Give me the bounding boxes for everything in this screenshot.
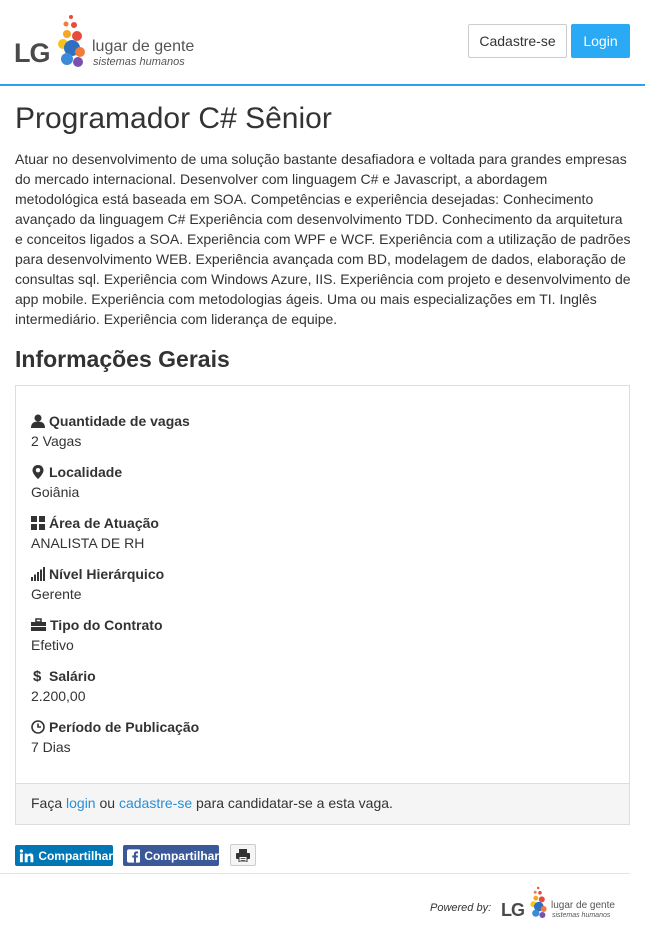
map-marker-icon <box>31 465 45 479</box>
footer-logo-bubbles-icon <box>528 886 552 920</box>
print-icon <box>236 849 250 862</box>
clock-icon <box>31 720 45 734</box>
apply-prefix: Faça <box>31 795 63 811</box>
info-label: Nível Hierárquico <box>49 566 165 582</box>
footer-logo-tagline: lugar de gente <box>551 900 615 911</box>
logo-subtagline: sistemas humanos <box>93 56 185 68</box>
linkedin-icon <box>19 849 34 863</box>
svg-text:$: $ <box>33 668 42 684</box>
info-label: Período de Publicação <box>49 719 200 735</box>
info-item-salario <box>31 666 96 706</box>
info-label: Quantidade de vagas <box>49 413 190 429</box>
info-value: ANALISTA DE RH <box>31 535 145 551</box>
grid-icon <box>31 516 45 530</box>
section-title-info: Informações Gerais <box>15 346 230 372</box>
facebook-share-button[interactable] <box>123 845 219 866</box>
briefcase-icon <box>31 618 46 632</box>
info-panel-body <box>16 386 629 783</box>
info-item-nivel <box>31 564 164 604</box>
login-button[interactable]: Login <box>571 24 630 58</box>
info-value: Efetivo <box>31 637 74 653</box>
print-button[interactable] <box>230 844 256 866</box>
job-title: Programador C# Sênior <box>15 102 332 135</box>
dollar-icon <box>31 668 45 684</box>
facebook-share-label: Compartilhar <box>144 848 219 863</box>
info-label: Área de Atuação <box>49 515 159 531</box>
info-item-vagas <box>31 411 190 451</box>
logo-bubbles-icon <box>54 14 94 70</box>
logo-lg-text: LG <box>14 38 50 68</box>
info-panel-footer <box>16 783 629 824</box>
linkedin-share-button[interactable] <box>15 845 113 866</box>
info-value: Gerente <box>31 586 82 602</box>
info-item-contrato <box>31 615 163 655</box>
signal-icon <box>31 567 45 581</box>
apply-suffix: para candidatar-se a esta vaga. <box>196 795 393 811</box>
footer-logo-subtagline: sistemas humanos <box>552 912 611 919</box>
apply-middle: ou <box>99 795 116 811</box>
facebook-icon <box>127 849 140 863</box>
cadastre-se-button[interactable]: Cadastre-se <box>468 24 567 58</box>
info-value: 2 Vagas <box>31 433 82 449</box>
info-label: Localidade <box>49 464 123 480</box>
footer-divider <box>0 873 630 874</box>
job-description: Atuar no desenvolvimento de uma solução bastante desafiadora e voltada para grandes empresas do mercado internacional. Desenvolver com linguagem C# e Javascript, a abordagem metodológica está baseada em SOA. Competências e experiência desejadas: Conhecimento avançado da linguagem C# Experiência com desenvolvimento TDD. Conhecimento da arquitetura e conceitos ligados a SOA. Experiência com WPF e WCF. Experiência com a utilização de padrões para desenvolvimento WEB. Experiência avançada com BD, modelagem de dados, elaboração de consultas sql. Experiência com Windows Azure, IIS. Experiência com projeto e desenvolvimento de app mobile. Experiência com metodologias ágeis. Uma ou mais especializações em TI. Inglês intermediário. Experiência com liderança de equipe. <box>15 151 631 327</box>
info-value: Goiânia <box>31 484 80 500</box>
lg-logo[interactable] <box>14 14 204 70</box>
info-item-periodo <box>31 717 199 757</box>
footer-logo-lg-text: LG <box>501 900 524 920</box>
info-panel <box>15 385 630 825</box>
info-label: Tipo do Contrato <box>50 617 163 633</box>
site-header <box>0 0 645 86</box>
info-item-area <box>31 513 159 553</box>
footer-lg-logo[interactable] <box>501 886 621 922</box>
powered-by-label: Powered by: <box>430 902 492 914</box>
info-item-localidade <box>31 462 122 502</box>
logo-tagline: lugar de gente <box>92 38 195 55</box>
apply-cadastre-link[interactable]: cadastre-se <box>118 795 193 811</box>
info-value: 7 Dias <box>31 739 71 755</box>
user-icon <box>31 414 45 428</box>
apply-login-link[interactable]: login <box>66 795 96 811</box>
info-value: 2.200,00 <box>31 688 86 704</box>
linkedin-share-label: Compartilhar <box>38 848 113 863</box>
info-label: Salário <box>49 668 96 684</box>
